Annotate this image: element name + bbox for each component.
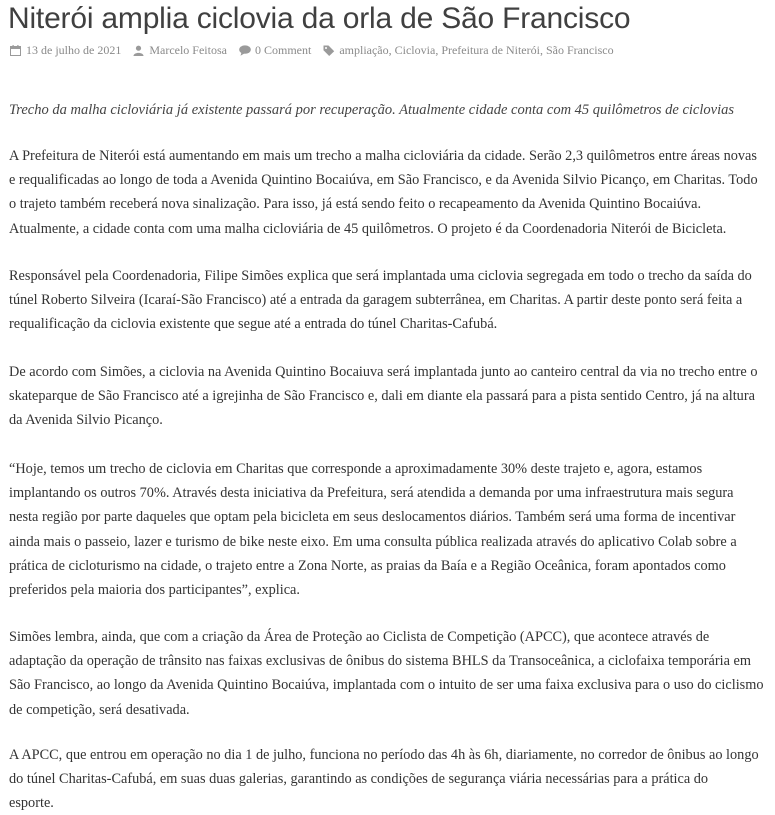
- tag-link[interactable]: Ciclovia: [394, 43, 436, 57]
- article-paragraph: [9, 360, 775, 433]
- paragraph-line: “Hoje, temos um trecho de ciclovia em Charitas que corresponde a aproximadamente 30% deste trajeto e, agora, estamos: [9, 461, 703, 477]
- article-paragraph: [9, 144, 775, 241]
- post-comments: [239, 43, 311, 58]
- paragraph-line: do túnel Charitas-Cafubá, em suas duas galerias, garantindo as condições de segurança viária necessárias para a prática do: [9, 771, 709, 788]
- article-lead: Trecho da malha cicloviária já existente passará por recuperação. Atualmente cidade conta com 45 quilômetros de ciclovias: [9, 101, 734, 118]
- paragraph-line: requalificação da ciclovia existente que segue até a entrada do túnel Charitas-Cafubá.: [9, 316, 498, 333]
- paragraph-line: e requalificadas ao longo de toda a Avenida Quintino Bocaiúva, em São Francisco, e da Avenida Silvio Picanço, em Charitas. Todo: [9, 172, 758, 189]
- paragraph-line: Atualmente, a cidade conta com uma malha cicloviária de 45 quilômetros. O projeto é da Coordenadoria Niterói de Bicicleta.: [9, 220, 727, 237]
- article-paragraph: [9, 264, 775, 337]
- tag-link[interactable]: ampliação: [339, 43, 389, 57]
- article-title: Niterói amplia ciclovia da orla de São Francisco: [8, 2, 631, 35]
- paragraph-line: De acordo com Simões, a ciclovia na Avenida Quintino Bocaiuva será implantada junto ao canteiro central da via no trecho entre o: [9, 364, 758, 380]
- post-comments-link[interactable]: 0 Comment: [254, 43, 312, 57]
- paragraph-line: de competição, será desativada.: [9, 701, 190, 718]
- comment-icon: [239, 45, 250, 56]
- article-paragraph: [9, 457, 775, 602]
- tag-icon: [323, 45, 334, 56]
- post-author-link[interactable]: Marcelo Feitosa: [149, 43, 227, 57]
- paragraph-line: Responsável pela Coordenadoria, Filipe Simões explica que será implantada uma ciclovia segregada em todo o trecho da saída do: [9, 268, 752, 284]
- article-paragraph: [9, 743, 775, 815]
- paragraph-line: skateparque de São Francisco até a igrejinha de São Francisco e, dali em diante ela passará para a pista sentido Centro, já na altura: [9, 388, 755, 405]
- post-date: [10, 43, 121, 58]
- paragraph-line: túnel Roberto Silveira (Icaraí-São Francisco) até a entrada da garagem subterrânea, em Charitas. A partir deste ponto será feita a: [9, 292, 743, 309]
- paragraph-line: São Francisco, ao longo da Avenida Quintino Bocaiúva, implantada com o intuito de ser uma faixa exclusiva para o uso do ciclismo: [9, 677, 764, 694]
- calendar-icon: [10, 45, 21, 56]
- post-meta: [10, 43, 626, 58]
- paragraph-line: A Prefeitura de Niterói está aumentando em mais um trecho a malha cicloviária da cidade. Serão 2,3 quilômetros entre áreas novas: [9, 148, 757, 164]
- tag-link[interactable]: São Francisco: [545, 43, 614, 57]
- paragraph-line: implantando os outros 70%. Através desta iniciativa da Prefeitura, será atendida a demanda por uma infraestrutura mais segura: [9, 485, 734, 502]
- post-tags: ampliação , Ciclovia , Prefeitura de Niterói , São Francisco: [323, 43, 613, 58]
- paragraph-line: esporte.: [9, 795, 54, 812]
- paragraph-line: ainda mais o passeio, lazer e turismo de bike neste eixo. Em uma consulta pública realizada através do aplicativo Colab sobre a: [9, 533, 737, 550]
- paragraph-line: A APCC, que entrou em operação no dia 1 de julho, funciona no período das 4h às 6h, diariamente, no corredor de ônibus ao longo: [9, 747, 759, 763]
- post-date-link[interactable]: 13 de julho de 2021: [26, 43, 122, 57]
- paragraph-line: nesta região por parte daqueles que optam pela bicicleta em seus deslocamentos diários. Também será uma forma de incentivar: [9, 509, 736, 526]
- paragraph-line: o trajeto também receberá nova sinalização. Para isso, já está sendo feito o recapeamento da Avenida Quintino Bocaiúva.: [9, 196, 702, 213]
- paragraph-line: prática de cicloturismo na cidade, o trajeto entre a Zona Norte, as praias da Baía e a Região Oceânica, foram apontados como: [9, 557, 726, 574]
- tag-link[interactable]: Prefeitura de Niterói: [441, 43, 540, 57]
- article-paragraph: [9, 625, 775, 722]
- paragraph-line: Simões lembra, ainda, que com a criação da Área de Proteção ao Ciclista de Competição (APCC), que acontece através de: [9, 629, 710, 645]
- user-icon: [133, 45, 144, 56]
- post-author: [133, 43, 227, 58]
- paragraph-line: da Avenida Silvio Picanço.: [9, 412, 163, 429]
- paragraph-line: adaptação da operação de trânsito nas faixas exclusivas de ônibus do sistema BHLS da Transoceânica, a ciclofaixa temporária em: [9, 653, 751, 670]
- paragraph-line: preferidos pela maioria dos participantes”, explica.: [9, 582, 300, 599]
